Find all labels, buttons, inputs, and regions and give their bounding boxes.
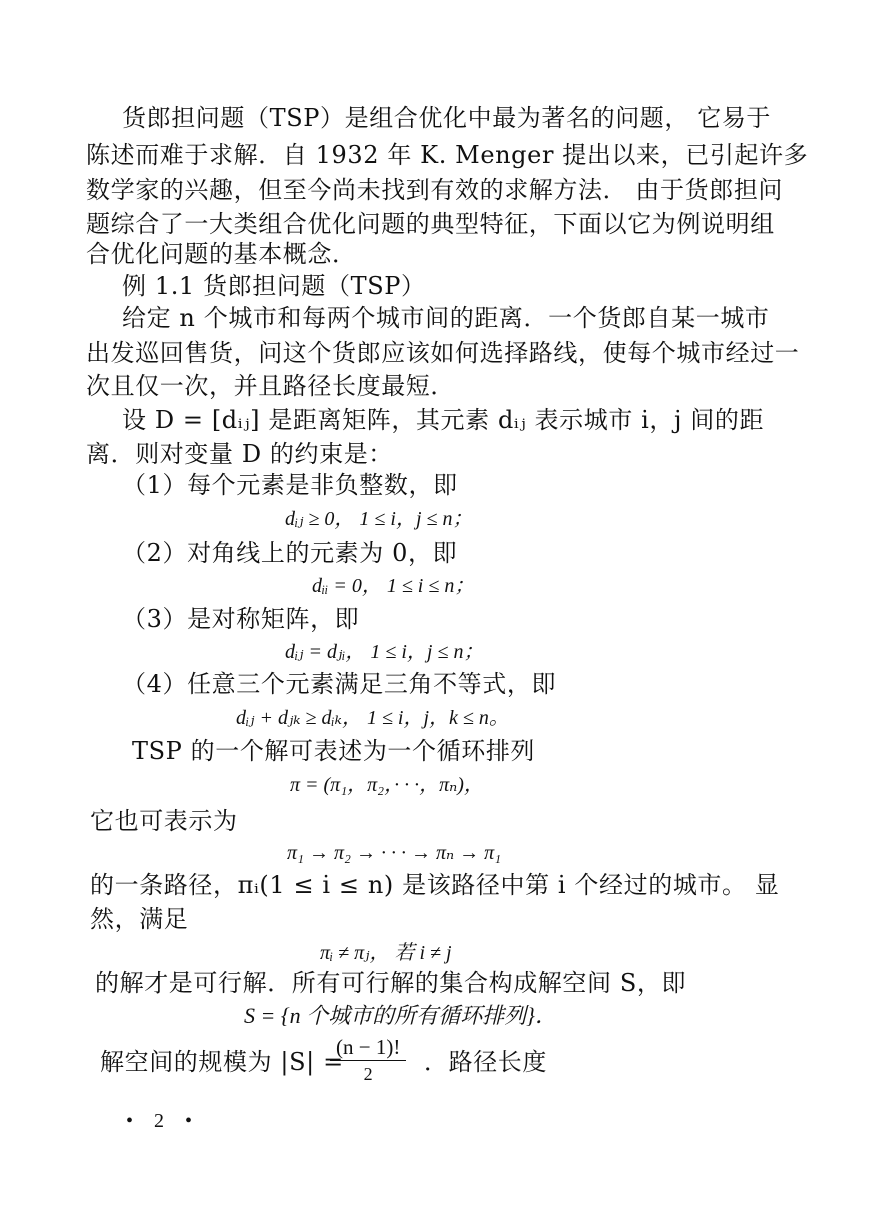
paragraph3-line-2: 离．则对变量 D 的约束是： <box>86 440 393 468</box>
condition-2-label: （2）对角线上的元素为 0，即 <box>122 539 458 567</box>
path-formula: π₁ → π₂ → · · · → πₙ → π₁ <box>287 842 502 864</box>
fraction-denominator: 2 <box>363 1064 373 1084</box>
page-number: • 2 • <box>126 1110 201 1132</box>
paragraph1-line-2: 陈述而难于求解．自 1932 年 K. Menger 提出以来，已引起许多 <box>86 141 809 169</box>
paragraph1-line-5: 合优化问题的基本概念． <box>86 240 357 268</box>
feasible-text: 的解才是可行解．所有可行解的集合构成解空间 S，即 <box>95 969 687 997</box>
paragraph2-line-1: 给定 n 个城市和每两个城市间的距离．一个货郎自某一城市 <box>122 304 770 332</box>
path-length-text: ．路径长度 <box>424 1048 547 1076</box>
paragraph2-line-2: 出发巡回售货，问这个货郎应该如何选择路线，使每个城市经过一 <box>86 339 800 367</box>
condition-1-formula: dᵢⱼ ≥ 0， 1 ≤ i，j ≤ n； <box>285 508 473 530</box>
condition-4-formula: dᵢⱼ + dⱼₖ ≥ dᵢₖ， 1 ≤ i，j，k ≤ n。 <box>236 707 509 729</box>
paragraph1-line-4: 题综合了一大类组合优化问题的典型特征，下面以它为例说明组 <box>86 210 775 238</box>
also-text: 它也可表示为 <box>90 807 238 835</box>
solution-intro: TSP 的一个解可表述为一个循环排列 <box>132 737 536 765</box>
condition-3-formula: dᵢⱼ = dⱼᵢ， 1 ≤ i，j ≤ n； <box>285 641 484 663</box>
paragraph1-line-1: 货郎担问题（TSP）是组合优化中最为著名的问题， 它易于 <box>122 104 772 132</box>
paragraph2-line-3: 次且仅一次，并且路径长度最短． <box>86 372 455 400</box>
condition-3-label: （3）是对称矩阵，即 <box>122 605 360 633</box>
path-desc-line-1: 的一条路径，πᵢ(1 ≤ i ≤ n) 是该路径中第 i 个经过的城市。 显 <box>90 871 780 899</box>
paragraph3-line-1: 设 D = [dᵢⱼ] 是距离矩阵，其元素 dᵢⱼ 表示城市 i，j 间的距 <box>122 406 765 434</box>
feasible-formula: πᵢ ≠ πⱼ， 若 i ≠ j <box>320 942 452 964</box>
space-formula: S = {n 个城市的所有循环排列}． <box>244 1003 557 1028</box>
example-heading: 例 1.1 货郎担问题（TSP） <box>122 272 426 300</box>
permutation-formula: π = (π₁，π₂，· · ·，πₙ)， <box>290 774 484 796</box>
paragraph1-line-3: 数学家的兴趣，但至今尚未找到有效的求解方法． 由于货郎担问 <box>86 176 784 204</box>
space-size-fraction <box>330 1036 406 1085</box>
condition-1-label: （1）每个元素是非负整数，即 <box>122 471 458 499</box>
condition-4-label: （4）任意三个元素满足三角不等式，即 <box>122 670 557 698</box>
space-size-text: 解空间的规模为 |S| = <box>100 1048 344 1076</box>
path-desc-line-2: 然，满足 <box>90 905 189 933</box>
fraction-numerator: (n − 1)! <box>330 1036 406 1061</box>
condition-2-formula: dᵢᵢ = 0， 1 ≤ i ≤ n； <box>312 575 475 597</box>
